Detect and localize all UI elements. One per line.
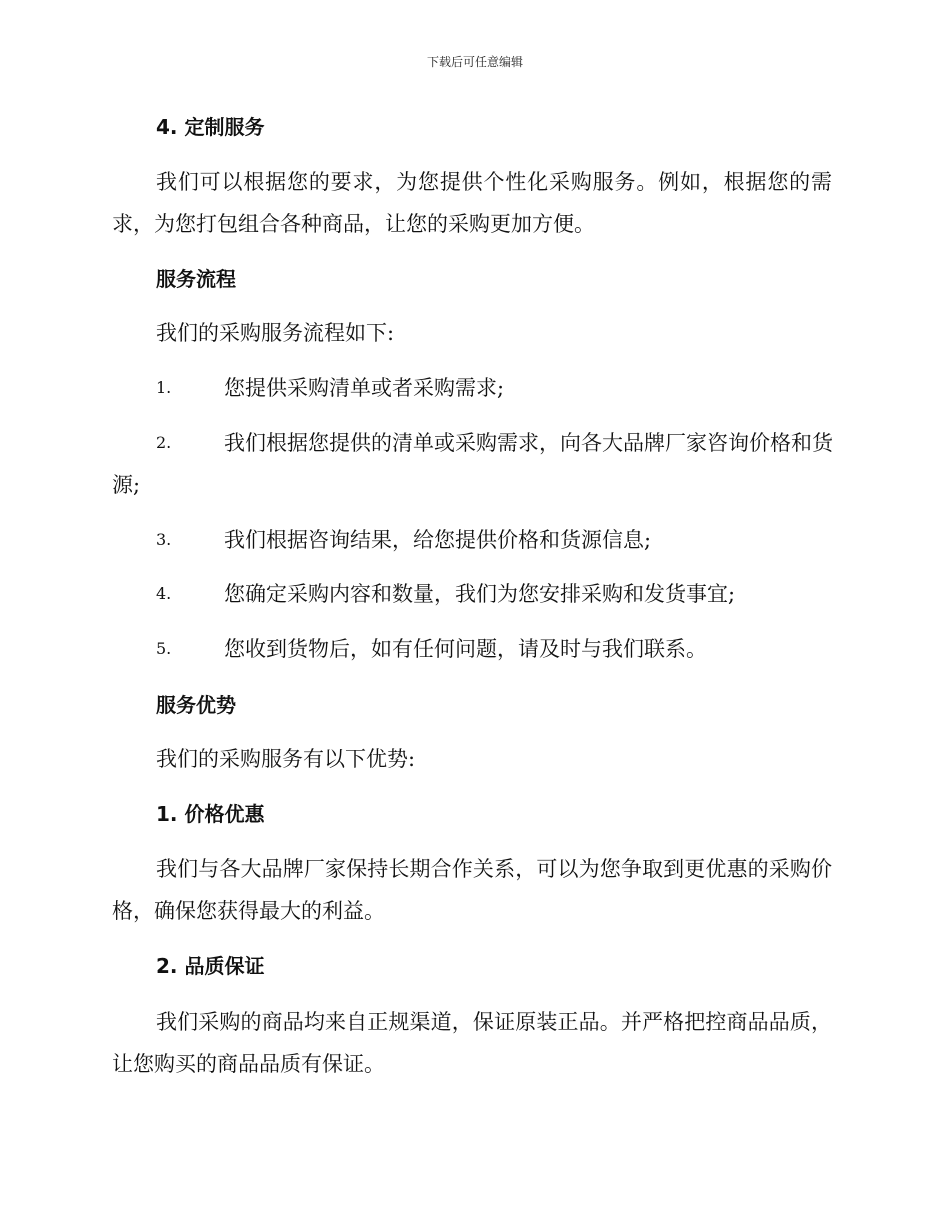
page-header: 下载后可任意编辑: [426, 55, 523, 69]
step-text: 我们根据您提供的清单或采购需求，向各大品牌厂家咨询价格和货源;: [112, 431, 833, 497]
process-step-1: [112, 367, 834, 409]
process-step-3: [112, 519, 834, 561]
heading-service-process: 服务流程: [156, 267, 236, 291]
paragraph-price-advantage: 我们与各大品牌厂家保持长期合作关系，可以为您争取到更优惠的采购价格，确保您获得最大的利益。: [112, 857, 832, 923]
service-advantages-intro: 我们的采购服务有以下优势:: [156, 747, 416, 771]
heading-price-advantage: 1. 价格优惠: [156, 802, 265, 826]
step-number: 4.: [156, 584, 172, 603]
step-number: 3.: [156, 530, 172, 549]
step-number: 5.: [156, 639, 172, 658]
heading-custom-service: 4. 定制服务: [156, 115, 265, 139]
heading-quality-guarantee: 2. 品质保证: [156, 954, 265, 978]
heading-service-advantages: 服务优势: [156, 693, 236, 717]
step-number: 1.: [156, 378, 172, 397]
step-text: 我们根据咨询结果，给您提供价格和货源信息;: [224, 528, 652, 552]
step-number: 2.: [156, 433, 172, 452]
process-step-5: [112, 628, 834, 670]
service-process-intro: 我们的采购服务流程如下:: [156, 321, 395, 345]
paragraph-quality-guarantee: 我们采购的商品均来自正规渠道，保证原装正品。并严格把控商品品质，让您购买的商品品质有保证。: [112, 1010, 832, 1076]
paragraph-custom-service: 我们可以根据您的要求，为您提供个性化采购服务。例如，根据您的需求，为您打包组合各种商品，让您的采购更加方便。: [112, 170, 832, 236]
process-step-2: [112, 422, 834, 506]
process-step-4: [112, 573, 834, 615]
step-text: 您确定采购内容和数量，我们为您安排采购和发货事宜;: [224, 582, 736, 606]
step-text: 您收到货物后，如有任何问题，请及时与我们联系。: [224, 637, 707, 661]
step-text: 您提供采购清单或者采购需求;: [224, 376, 505, 400]
